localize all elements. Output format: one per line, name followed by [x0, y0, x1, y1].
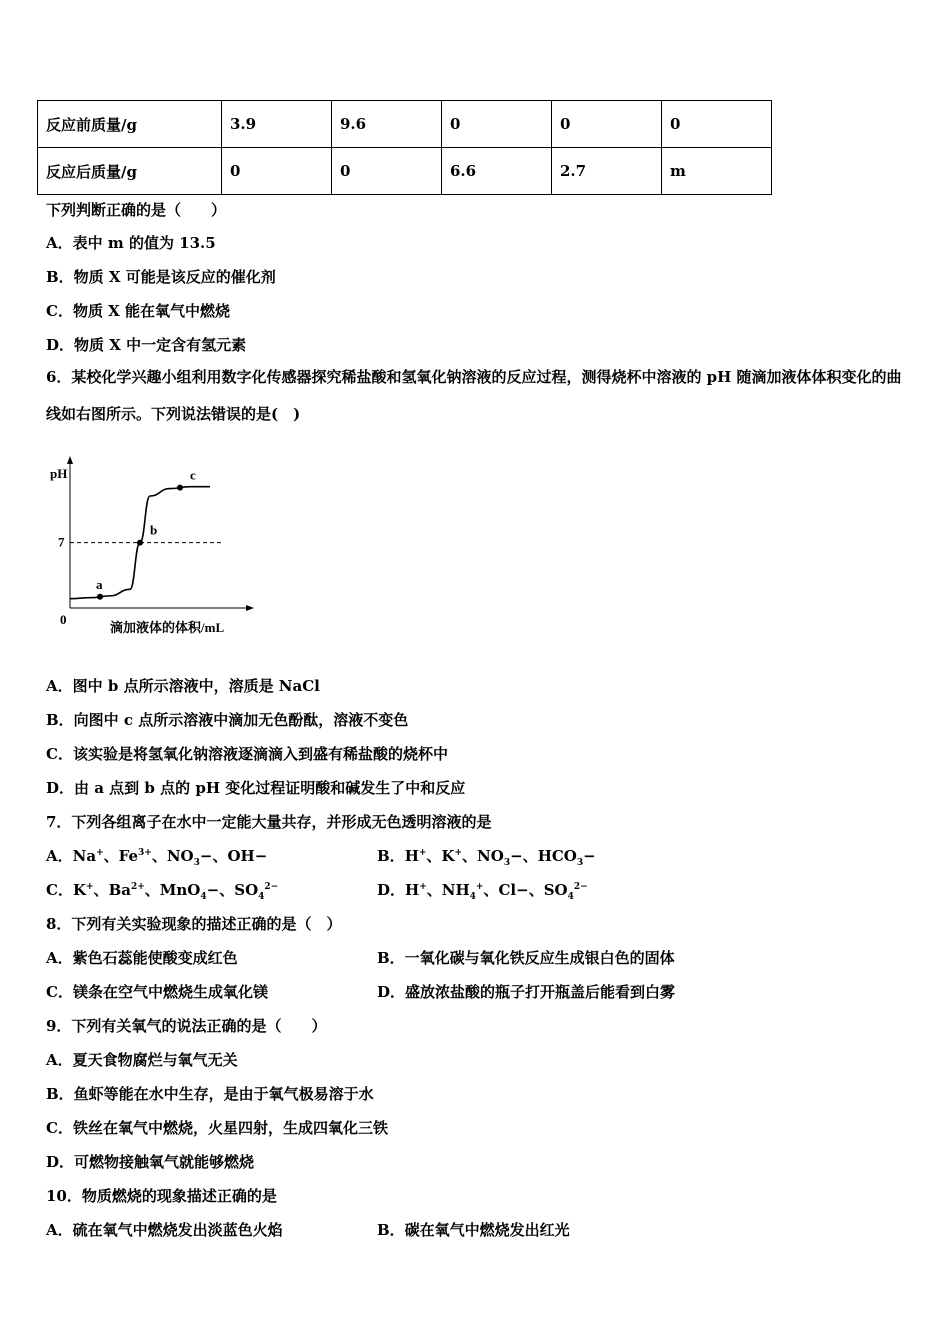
ion-formula — [441, 881, 484, 902]
point-label-c: c — [190, 467, 196, 483]
ion-charge: 2− — [573, 882, 588, 892]
ion-symbol: H — [405, 881, 420, 899]
ion-charge: + — [86, 882, 94, 892]
q7-option-c — [46, 879, 278, 900]
ion-separator: 、 — [528, 881, 544, 899]
ion-charge: − — [583, 847, 596, 865]
ion-symbol: OH — [227, 847, 255, 865]
q6-option-c: C．该实验是将氢氧化钠溶液逐滴滴入到盛有稀盐酸的烧杯中 — [46, 745, 448, 763]
ion-formula — [405, 881, 427, 899]
ion-separator: 、 — [93, 881, 109, 899]
point-label-b: b — [150, 522, 158, 538]
ion-charge: + — [475, 882, 484, 892]
x-axis-arrow — [246, 605, 254, 611]
ion-subscript: 4 — [258, 892, 265, 902]
ion-separator: 、 — [219, 881, 235, 899]
q10-stem: 10．物质燃烧的现象描述正确的是 — [46, 1187, 277, 1205]
y-axis-arrow — [67, 456, 73, 464]
q5-stem: 下列判断正确的是（ ） — [46, 201, 227, 219]
origin-label: 0 — [60, 612, 67, 627]
ion-separator: 、 — [462, 847, 478, 865]
q8-option-d: D．盛放浓盐酸的瓶子打开瓶盖后能看到白雾 — [377, 983, 676, 1001]
ion-separator: 、 — [144, 881, 160, 899]
table-cell: 0 — [552, 101, 662, 148]
row-label: 反应前质量/g — [38, 101, 222, 148]
q7-option-d — [377, 879, 588, 900]
table-cell: 0 — [442, 101, 552, 148]
q6-option-b: B．向图中 c 点所示溶液中滴加无色酚酞，溶液不变色 — [46, 711, 409, 729]
ph-chart — [40, 448, 270, 638]
q8-option-c: C．镁条在空气中燃烧生成氧化镁 — [46, 983, 268, 1001]
ion-separator: 、 — [151, 847, 167, 865]
q9-option-c: C．铁丝在氧气中燃烧，火星四射，生成四氧化三铁 — [46, 1119, 388, 1137]
ion-separator: 、 — [522, 847, 538, 865]
row-label: 反应后质量/g — [38, 148, 222, 195]
ion-formula — [498, 881, 528, 899]
option-prefix: B． — [377, 847, 405, 865]
ion-symbol: HCO — [537, 847, 577, 865]
q10-option-a: A．硫在氧气中燃烧发出淡蓝色火焰 — [46, 1221, 283, 1239]
ion-symbol: K — [72, 881, 86, 899]
ion-subscript: 3 — [576, 858, 584, 868]
ion-separator: 、 — [426, 847, 442, 865]
ion-subscript: 4 — [200, 892, 207, 902]
ion-symbol: NH — [441, 881, 470, 899]
ion-charge: − — [206, 881, 220, 899]
ion-formula — [234, 881, 279, 902]
q5-option-c: C．物质 X 能在氧气中燃烧 — [46, 302, 231, 320]
mass-table — [37, 100, 772, 195]
q6-option-a: A．图中 b 点所示溶液中，溶质是 NaCl — [46, 677, 320, 695]
q5-option-b: B．物质 X 可能是该反应的催化剂 — [46, 268, 276, 286]
q8-option-a: A．紫色石蕊能使酸变成红色 — [46, 949, 238, 967]
table-cell: 0 — [332, 148, 442, 195]
point-a — [97, 594, 103, 600]
q8-option-b: B．一氧化碳与氧化铁反应生成银白色的固体 — [377, 949, 675, 967]
ion-symbol: Cl — [498, 881, 517, 899]
ion-formula — [166, 847, 213, 868]
ion-symbol: NO — [166, 847, 194, 865]
point-c — [177, 485, 183, 491]
table-cell: m — [662, 148, 772, 195]
ion-symbol: MnO — [159, 881, 201, 899]
ion-charge: − — [510, 847, 523, 865]
ion-symbol: Ba — [108, 881, 131, 899]
ion-charge: 3+ — [138, 848, 152, 858]
q6-option-d: D．由 a 点到 b 点的 pH 变化过程证明酸和碱发生了中和反应 — [46, 779, 466, 797]
ion-symbol: H — [404, 847, 419, 865]
ion-subscript: 3 — [503, 858, 511, 868]
option-prefix: D． — [377, 881, 406, 899]
ion-separator: 、 — [483, 881, 499, 899]
table-row — [38, 148, 772, 195]
q8-stem: 8．下列有关实验现象的描述正确的是（ ） — [46, 915, 342, 933]
option-prefix: A． — [46, 847, 73, 865]
q5-option-a: A．表中 m 的值为 13.5 — [46, 234, 216, 252]
ion-formula — [227, 847, 267, 865]
table-row — [38, 101, 772, 148]
q7-option-b — [377, 845, 596, 866]
point-label-a: a — [96, 576, 103, 592]
y-tick-label: 7 — [58, 534, 65, 550]
ion-charge: − — [254, 847, 268, 865]
point-b — [137, 540, 143, 546]
ion-formula — [73, 847, 104, 865]
option-prefix: C． — [46, 881, 73, 899]
q9-stem: 9．下列有关氧气的说法正确的是（ ） — [46, 1017, 327, 1035]
table-cell: 6.6 — [442, 148, 552, 195]
ion-separator: 、 — [212, 847, 228, 865]
ion-formula — [159, 881, 220, 902]
q7-option-a — [46, 845, 267, 866]
ion-formula — [537, 847, 596, 868]
ion-charge: + — [419, 882, 427, 892]
ion-charge: + — [96, 848, 104, 858]
ion-formula — [119, 847, 152, 865]
table-cell: 3.9 — [222, 101, 332, 148]
ion-separator: 、 — [426, 881, 442, 899]
y-axis-label: pH — [50, 466, 68, 481]
ion-symbol: NO — [477, 847, 504, 865]
ion-charge: + — [418, 848, 427, 858]
q9-option-a: A．夏天食物腐烂与氧气无关 — [46, 1051, 238, 1069]
ion-subscript: 3 — [193, 858, 200, 868]
ion-formula — [109, 881, 145, 899]
ion-separator: 、 — [103, 847, 119, 865]
q6-stem: 6．某校化学兴趣小组利用数字化传感器探究稀盐酸和氢氧化钠溶液的反应过程，测得烧杯中溶液的 pH 随滴加液体体积变化的曲线如右图所示。下列说法错误的是( ) — [46, 368, 902, 423]
ion-formula — [477, 847, 523, 868]
table-cell: 2.7 — [552, 148, 662, 195]
ion-symbol: SO — [234, 881, 259, 899]
ion-symbol: Na — [72, 847, 97, 865]
ion-charge: 2− — [264, 882, 279, 892]
ion-subscript: 4 — [469, 892, 476, 902]
q7-stem: 7．下列各组离子在水中一定能大量共存，并形成无色透明溶液的是 — [46, 813, 492, 831]
ion-formula — [405, 847, 427, 865]
ion-charge: + — [454, 848, 463, 858]
ion-charge: − — [516, 881, 529, 899]
q5-option-d: D．物质 X 中一定含有氢元素 — [46, 336, 247, 354]
ion-symbol: Fe — [118, 847, 139, 865]
x-axis-label: 滴加液体的体积/mL — [110, 620, 225, 635]
ion-subscript: 4 — [567, 892, 574, 902]
table-cell: 0 — [662, 101, 772, 148]
ion-charge: 2+ — [130, 882, 145, 892]
table-cell: 9.6 — [332, 101, 442, 148]
ion-formula — [441, 847, 462, 865]
ion-formula — [73, 881, 94, 899]
ion-symbol: SO — [543, 881, 568, 899]
q9-option-b: B．鱼虾等能在水中生存，是由于氧气极易溶于水 — [46, 1085, 374, 1103]
q9-option-d: D．可燃物接触氧气就能够燃烧 — [46, 1153, 255, 1171]
ion-formula — [543, 881, 588, 902]
q10-option-b: B．碳在氧气中燃烧发出红光 — [377, 1221, 570, 1239]
ion-symbol: K — [441, 847, 455, 865]
ion-charge: − — [199, 847, 213, 865]
table-cell: 0 — [222, 148, 332, 195]
